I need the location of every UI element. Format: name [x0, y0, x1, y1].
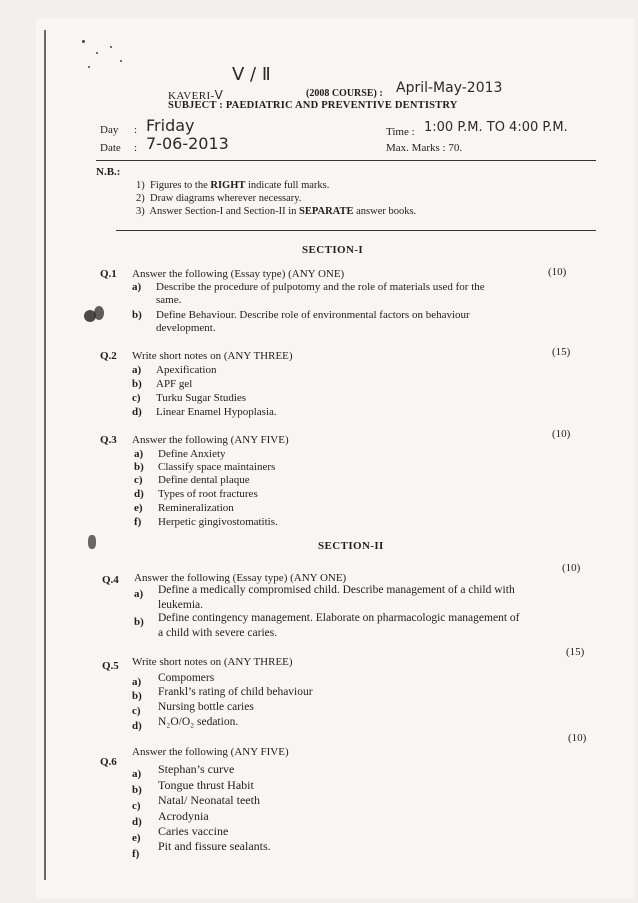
q6-f-label: f)	[132, 848, 140, 860]
q6-text: Answer the following (ANY FIVE)	[132, 746, 289, 758]
q6-f-text: Pit and fissure sealants.	[158, 839, 271, 853]
q4-b-label: b)	[134, 616, 144, 628]
q1-number: Q.1	[100, 268, 117, 280]
scan-speck	[120, 60, 122, 62]
q3-c-text: Define dental plaque	[158, 474, 250, 486]
scan-speck	[88, 66, 90, 68]
ink-blot	[88, 535, 96, 549]
q2-b-text: APF gel	[156, 378, 193, 390]
q2-c-label: c)	[132, 392, 141, 404]
exam-session-handwritten: April-May-2013	[396, 80, 503, 96]
scan-edge-line	[44, 30, 46, 880]
q6-d-text: Acrodynia	[158, 809, 209, 823]
header-rule	[96, 160, 596, 161]
q1-b-text-cont: development.	[156, 322, 216, 334]
q3-a-text: Define Anxiety	[158, 448, 226, 460]
q6-e-text: Caries vaccine	[158, 824, 229, 838]
q3-b-label: b)	[134, 461, 144, 473]
q4-a-label: a)	[134, 588, 144, 600]
q3-f-text: Herpetic gingivostomatitis.	[158, 516, 278, 528]
time-value-handwritten: 1:00 P.M. TO 4:00 P.M.	[424, 120, 568, 135]
q4-a-text: Define a medically compromised child. Describe management of a child with	[158, 584, 515, 596]
q6-marks: (10)	[568, 732, 587, 744]
q4-b-text-cont: a child with severe caries.	[158, 627, 278, 639]
q3-marks: (10)	[552, 428, 571, 440]
section-1-heading: SECTION-I	[302, 244, 364, 256]
q1-b-label: b)	[132, 309, 142, 321]
q5-text: Write short notes on (ANY THREE)	[132, 656, 293, 668]
institution-title: KAVERI-Ⅴ	[168, 88, 224, 102]
q1-a-text: Describe the procedure of pulpotomy and the role of materials used for the	[156, 281, 485, 293]
note-3: 3) Answer Section-I and Section-II in SEPARATE answer books.	[136, 206, 417, 217]
q5-marks: (15)	[566, 646, 585, 658]
date-colon: :	[134, 142, 138, 154]
q2-marks: (15)	[552, 346, 571, 358]
q2-number: Q.2	[100, 350, 117, 362]
q6-c-text: Natal/ Neonatal teeth	[158, 793, 260, 807]
q4-a-text-cont: leukemia.	[158, 599, 204, 611]
course-label: (2008 COURSE) :	[306, 88, 383, 99]
q5-b-label: b)	[132, 690, 142, 702]
note-1: 1) Figures to the RIGHT indicate full marks.	[136, 180, 330, 191]
q2-b-label: b)	[132, 378, 142, 390]
exam-paper	[36, 18, 634, 898]
q5-number: Q.5	[102, 660, 119, 672]
scan-speck	[110, 46, 112, 48]
q5-c-label: c)	[132, 705, 141, 717]
q4-text: Answer the following (Essay type) (ANY ONE)	[134, 572, 347, 584]
q6-b-label: b)	[132, 784, 142, 796]
q2-a-text: Apexification	[156, 364, 217, 376]
max-marks: Max. Marks : 70.	[386, 142, 463, 154]
semester-handwritten: Ⅴ / Ⅱ	[232, 64, 271, 85]
q2-d-label: d)	[132, 406, 142, 418]
day-value-handwritten: Friday	[146, 116, 195, 135]
q1-marks: (10)	[548, 266, 567, 278]
day-label: Day	[100, 124, 119, 136]
q6-e-label: e)	[132, 832, 141, 844]
q6-b-text: Tongue thrust Habit	[158, 778, 254, 792]
day-colon: :	[134, 124, 138, 136]
q3-b-text: Classify space maintainers	[158, 461, 276, 473]
scan-speck	[96, 52, 98, 54]
q1-a-label: a)	[132, 281, 142, 293]
q6-c-label: c)	[132, 800, 141, 812]
q4-number: Q.4	[102, 574, 119, 586]
section-2-heading: SECTION-II	[318, 540, 384, 552]
q5-d-label: d)	[132, 720, 142, 732]
time-label: Time :	[386, 126, 415, 138]
note-2: 2) Draw diagrams wherever necessary.	[136, 193, 302, 204]
q6-a-label: a)	[132, 768, 142, 780]
q3-text: Answer the following (ANY FIVE)	[132, 434, 289, 446]
q3-d-text: Types of root fractures	[158, 488, 258, 500]
q3-a-label: a)	[134, 448, 144, 460]
date-label: Date	[100, 142, 121, 154]
q3-d-label: d)	[134, 488, 144, 500]
scan-speck	[82, 40, 85, 43]
q6-d-label: d)	[132, 816, 142, 828]
q5-b-text: Frankl’s rating of child behaviour	[158, 686, 313, 698]
q3-e-label: e)	[134, 502, 143, 514]
q6-a-text: Stephan’s curve	[158, 762, 235, 776]
q3-c-label: c)	[134, 474, 143, 486]
date-value-handwritten: 7-06-2013	[146, 134, 229, 153]
ink-blot	[94, 306, 104, 320]
q2-a-label: a)	[132, 364, 142, 376]
q6-number: Q.6	[100, 756, 117, 768]
notes-label: N.B.:	[96, 166, 121, 178]
q5-a-text: Compomers	[158, 672, 215, 684]
q5-d-text: N₂O/O₂ sedation.	[158, 716, 239, 728]
notes-rule	[116, 230, 596, 231]
q2-d-text: Linear Enamel Hypoplasia.	[156, 406, 277, 418]
q4-b-text: Define contingency management. Elaborate on pharmacologic management of	[158, 612, 520, 624]
q2-c-text: Turku Sugar Studies	[156, 392, 247, 404]
q5-c-text: Nursing bottle caries	[158, 701, 254, 713]
q1-b-text: Define Behaviour. Describe role of environmental factors on behaviour	[156, 309, 470, 321]
q1-a-text-cont: same.	[156, 294, 182, 306]
q4-marks: (10)	[562, 562, 581, 574]
semester-prefix-handwritten: Ⅴ	[214, 88, 224, 102]
subject-title: SUBJECT : PAEDIATRIC AND PREVENTIVE DENTISTRY	[168, 100, 458, 111]
q3-e-text: Remineralization	[158, 502, 234, 514]
q1-text: Answer the following (Essay type) (ANY ONE)	[132, 268, 345, 280]
q3-number: Q.3	[100, 434, 117, 446]
q3-f-label: f)	[134, 516, 142, 528]
q2-text: Write short notes on (ANY THREE)	[132, 350, 293, 362]
q5-a-label: a)	[132, 676, 142, 688]
